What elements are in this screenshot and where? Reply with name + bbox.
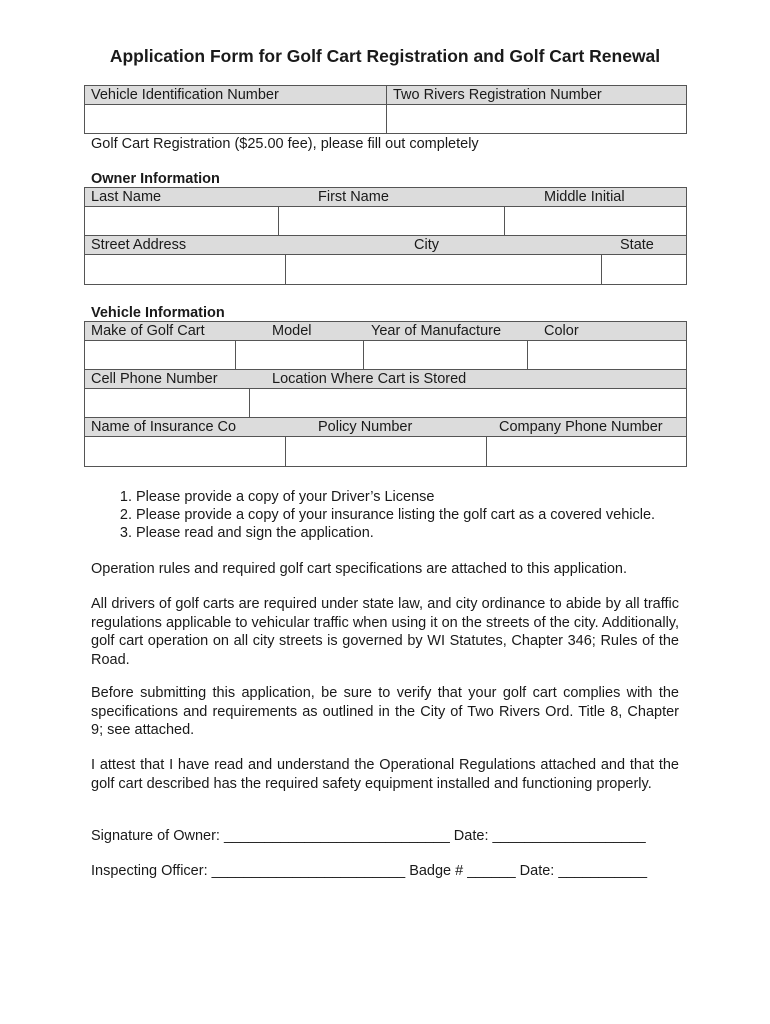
requirements-list <box>91 488 655 542</box>
street-address-field[interactable] <box>85 255 285 284</box>
page-title: Application Form for Golf Cart Registration and Golf Cart Renewal <box>109 46 661 66</box>
vin-label: Vehicle Identification Number <box>91 87 279 103</box>
two-rivers-registration-label: Two Rivers Registration Number <box>393 87 602 103</box>
registration-note: Golf Cart Registration ($25.00 fee), please fill out completely <box>91 136 479 152</box>
storage-location-label: Location Where Cart is Stored <box>272 371 467 387</box>
vehicle-information-heading: Vehicle Information <box>91 305 225 321</box>
list-item: 1. Please provide a copy of your Driver’s License <box>136 488 655 506</box>
owner-information-heading: Owner Information <box>91 171 220 187</box>
owner-signature-line[interactable]: Signature of Owner: ____________________________ Date: ___________________ <box>91 828 646 844</box>
year-of-manufacture-field[interactable] <box>363 341 527 369</box>
last-name-label: Last Name <box>91 189 162 205</box>
owner-input-row-2 <box>85 255 686 284</box>
cell-phone-label: Cell Phone Number <box>91 371 218 387</box>
color-field[interactable] <box>527 341 687 369</box>
first-name-field[interactable] <box>278 207 504 235</box>
vehicle-header-row-3 <box>85 418 686 437</box>
company-phone-field[interactable] <box>486 437 687 466</box>
paragraph-operation-rules: Operation rules and required golf cart specifications are attached to this application. <box>91 561 628 577</box>
model-field[interactable] <box>235 341 363 369</box>
policy-number-label: Policy Number <box>318 419 413 435</box>
paragraph-state-law: All drivers of golf carts are required under state law, and city ordinance to abide by all traffic regulations applicable to vehicular traffic when using it on the streets of the city. Additionally, golf cart operation on all city streets is governed by WI Statutes, Chapter 346; Rules of the Road. <box>91 596 679 668</box>
vehicle-id-table <box>84 85 687 134</box>
street-address-label: Street Address <box>91 237 187 253</box>
list-item: 3. Please read and sign the application. <box>136 524 655 542</box>
middle-initial-label: Middle Initial <box>544 189 625 205</box>
paragraph-attestation: I attest that I have read and understand the Operational Regulations attached and that the golf cart described has the required safety equipment installed and functioning properly. <box>91 757 679 792</box>
inspecting-officer-line[interactable]: Inspecting Officer: ________________________ Badge # ______ Date: ___________ <box>91 863 648 879</box>
vehicle-input-row-1 <box>85 341 686 370</box>
owner-input-row-1 <box>85 207 686 236</box>
company-phone-label: Company Phone Number <box>499 419 663 435</box>
storage-location-field[interactable] <box>249 389 687 417</box>
state-field[interactable] <box>601 255 687 284</box>
make-label: Make of Golf Cart <box>91 323 205 339</box>
vehicle-table <box>84 321 687 467</box>
last-name-field[interactable] <box>85 207 278 235</box>
vehicle-id-input-row <box>85 105 686 133</box>
vehicle-input-row-2 <box>85 389 686 418</box>
list-item: 2. Please provide a copy of your insurance listing the golf cart as a covered vehicle. <box>136 506 655 524</box>
vehicle-header-row-2 <box>85 370 686 389</box>
owner-header-row-1 <box>85 188 686 207</box>
vehicle-id-header-row <box>85 86 686 105</box>
color-label: Color <box>544 323 579 339</box>
two-rivers-registration-field[interactable] <box>386 105 687 133</box>
vin-field[interactable] <box>85 105 386 133</box>
first-name-label: First Name <box>318 189 389 205</box>
middle-initial-field[interactable] <box>504 207 687 235</box>
state-label: State <box>620 237 654 253</box>
model-label: Model <box>272 323 312 339</box>
owner-table <box>84 187 687 285</box>
make-field[interactable] <box>85 341 235 369</box>
insurance-company-label: Name of Insurance Co <box>91 419 237 435</box>
insurance-company-field[interactable] <box>85 437 285 466</box>
city-field[interactable] <box>285 255 601 284</box>
vehicle-header-row-1 <box>85 322 686 341</box>
year-of-manufacture-label: Year of Manufacture <box>371 323 502 339</box>
vehicle-input-row-3 <box>85 437 686 466</box>
owner-header-row-2 <box>85 236 686 255</box>
cell-phone-field[interactable] <box>85 389 249 417</box>
paragraph-verify-compliance: Before submitting this application, be sure to verify that your golf cart complies with the specifications and requirements as outlined in the City of Two Rivers Ord. Title 8, Chapter 9; see attached. <box>91 685 679 738</box>
city-label: City <box>414 237 439 253</box>
policy-number-field[interactable] <box>285 437 486 466</box>
